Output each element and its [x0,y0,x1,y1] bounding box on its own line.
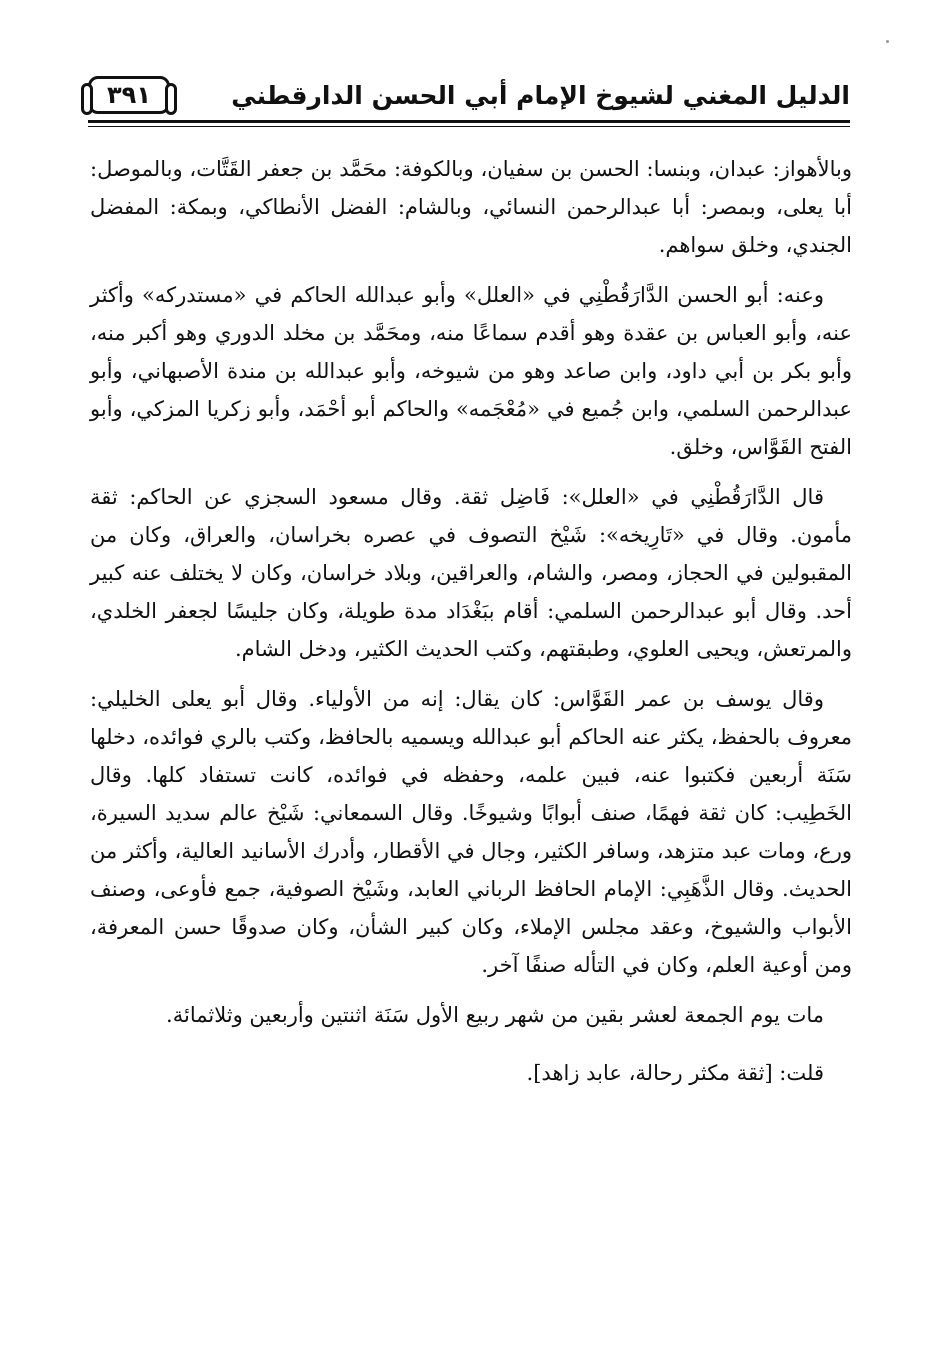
paragraph-death: مات يوم الجمعة لعشر بقين من شهر ربيع الأول سَنَة اثنتين وأربعين وثلاثمائة. [166,1003,824,1027]
paragraph-verdict: قلت: [ثقة مكثر رحالة، عابد زاهد]. [526,1061,824,1085]
paragraph-evaluations: قال الدَّارَقُطْنِي في «العلل»: فَاضِل ثقة. وقال مسعود السجزي عن الحاكم: ثقة مأمون. وقال في «تَارِيخه»: شَيْخ التصوف في عصره بخراسان، والعراق، وكان من المقبولين في الحجاز، ومصر، والشام، والعراقين، وبلاد خراسان، وكان لا يختلف عنه كبير أحد. وقال أبو عبدالرحمن السلمي: أقام ببَغْدَاد مدة طويلة، وكان جليسًا لجعفر الخلدي، والمرتعش، ويحيى العلوي، وطبقتهم، وكتب الحديث الكثير، ودخل الشام. [90,485,852,661]
scan-speck [886,40,889,43]
page-number: ٣٩١ [107,81,151,109]
paragraph-praise: وقال يوسف بن عمر القَوَّاس: كان يقال: إنه من الأولياء. وقال أبو يعلى الخليلي: معروف بالحفظ، يكثر عنه الحاكم أبو عبدالله ويسميه بالحافظ، وكتب بالري فوائده، دخلها سَنَة أربعين فكتبوا عنه، فبين علمه، وحفظه في فوائده، كانت تستفاد كلها. وقال الخَطِيب: كان ثقة فهمًا، صنف أبوابًا وشيوخًا. وقال السمعاني: شَيْخ عالم سديد السيرة، ورع، ومات عبد متزهد، وسافر الكثير، وجال في الأقطار، وأدرك الأسانيد العالية، وأكثر من الحديث. وقال الذَّهَبِي: الإمام الحافظ الرباني العابد، وشَيْخ الصوفية، جمع فأوعى، وصنف الأبواب والشيوخ، وعقد مجلس الإملاء، وكان كبير الشأن، وكان صدوقًا حسن المعرفة، ومن أوعية العلم، وكان في التأله صنفًا آخر. [90,687,852,977]
paragraph-teachers-continued: وبالأهواز: عبدان، وبنسا: الحسن بن سفيان، وبالكوفة: محَمَّد بن جعفر القَتَّات، وبالموصل: أبا يعلى، وبمصر: أبا عبدالرحمن النسائي، وبالشام: الفضل الأنطاكي، وبمكة: المفضل الجندي، وخلق سواهم. [90,157,852,257]
page-number-frame [88,76,170,114]
header-rule-thin [88,126,850,127]
paragraph-students: وعنه: أبو الحسن الدَّارَقُطْنِي في «العلل» وأبو عبدالله الحاكم في «مستدركه» وأكثر عنه، وأبو العباس بن عقدة وهو أقدم سماعًا منه، ومحَمَّد بن مخلد الدوري وهو أكبر منه، وأبو بكر بن أبي داود، وابن صاعد وهو من شيوخه، وأبو عبدالله بن مندة الأصبهاني، وأبو عبدالرحمن السلمي، وابن جُميع في «مُعْجَمه» والحاكم أبو أحْمَد، وأبو زكريا المزكي، وأبو الفتح القَوَّاس، وخلق. [90,283,852,459]
header-rule [88,120,850,123]
body-text [90,150,852,1092]
page-header [88,74,850,130]
running-title: الدليل المغني لشيوخ الإمام أبي الحسن الدارقطني [231,81,850,110]
